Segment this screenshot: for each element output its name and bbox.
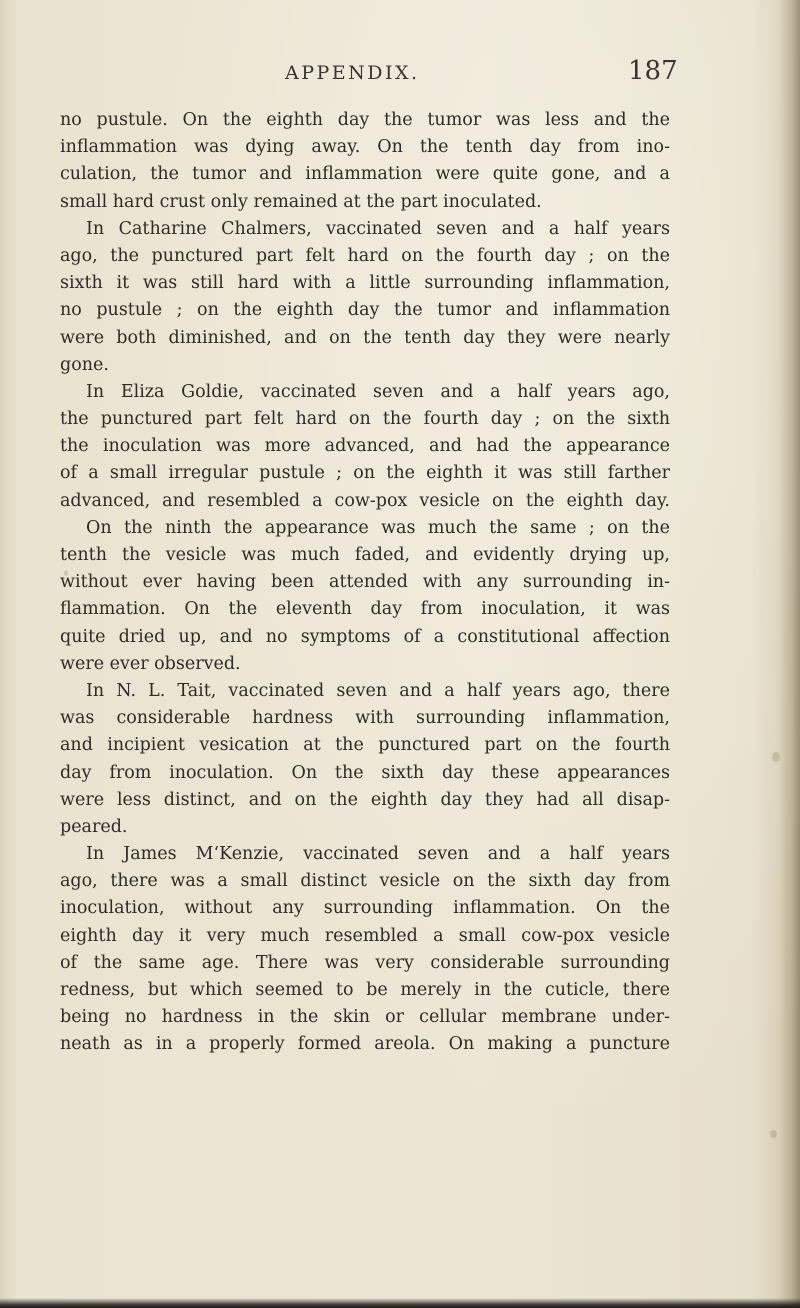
text-line: the punctured part felt hard on the fourth day ; on the sixth bbox=[60, 409, 670, 430]
text-line: were both diminished, and on the tenth day they were nearly bbox=[60, 327, 670, 348]
text-line: advanced, and resembled a cow-pox vesicle on the eighth day. bbox=[60, 490, 670, 511]
text-line: neath as in a properly formed areola. On making a puncture bbox=[60, 1034, 670, 1055]
foxing-spot bbox=[770, 1130, 777, 1138]
text-line: no pustule ; on the eighth day the tumor and inflammation bbox=[60, 300, 670, 321]
text-line: small hard crust only remained at the part inoculated. bbox=[60, 191, 542, 212]
text-line: was considerable hardness with surrounding inflammation, bbox=[60, 708, 670, 729]
text-line: peared. bbox=[60, 816, 128, 837]
text-line: inoculation, without any surrounding inflammation. On the bbox=[60, 898, 670, 919]
text-line: On the ninth the appearance was much the same ; on the bbox=[86, 517, 670, 538]
text-line: of a small irregular pustule ; on the eighth it was still farther bbox=[60, 463, 670, 484]
running-title: APPENDIX. bbox=[285, 62, 420, 84]
text-line: tenth the vesicle was much faded, and evidently drying up, bbox=[60, 545, 670, 565]
text-line: ago, the punctured part felt hard on the fourth day ; on the bbox=[60, 245, 670, 266]
text-line: flammation. On the eleventh day from inoculation, it was bbox=[60, 599, 670, 620]
text-line: eighth day it very much resembled a small cow-pox vesicle bbox=[60, 925, 670, 946]
text-line: quite dried up, and no symptoms of a constitutional affection bbox=[60, 626, 670, 647]
text-line: In Catharine Chalmers, vaccinated seven and a half years bbox=[86, 218, 670, 239]
text-line: without ever having been attended with any surrounding in- bbox=[60, 572, 670, 593]
text-line: being no hardness in the skin or cellular membrane under- bbox=[60, 1007, 670, 1028]
text-line: the inoculation was more advanced, and had the appearance bbox=[60, 436, 670, 457]
page-bottom-edge bbox=[0, 1298, 800, 1308]
body-text bbox=[60, 107, 670, 1059]
text-line: In N. L. Tait, vaccinated seven and a half years ago, there bbox=[86, 680, 670, 701]
foxing-spot bbox=[772, 752, 780, 762]
text-line: sixth it was still hard with a little surrounding inflammation, bbox=[60, 273, 670, 294]
text-line: ago, there was a small distinct vesicle on the sixth day from bbox=[60, 871, 670, 892]
text-line: were ever observed. bbox=[60, 653, 241, 674]
text-line: culation, the tumor and inflammation were quite gone, and a bbox=[60, 164, 670, 185]
text-line: no pustule. On the eighth day the tumor was less and the bbox=[60, 110, 670, 130]
page-header bbox=[0, 52, 800, 92]
text-line: gone. bbox=[60, 354, 109, 375]
text-line: of the same age. There was very considerable surrounding bbox=[60, 952, 670, 973]
page-edge-shadow bbox=[778, 0, 800, 1308]
text-line: redness, but which seemed to be merely in the cuticle, there bbox=[60, 980, 670, 1000]
text-line: day from inoculation. On the sixth day these appearances bbox=[60, 762, 670, 783]
text-line: were less distinct, and on the eighth day they had all disap- bbox=[60, 789, 670, 810]
text-line: In James M‘Kenzie, vaccinated seven and a half years bbox=[86, 844, 670, 865]
text-line: In Eliza Goldie, vaccinated seven and a half years ago, bbox=[86, 381, 670, 402]
page-number: 187 bbox=[628, 56, 678, 86]
text-line: inflammation was dying away. On the tenth day from ino- bbox=[60, 137, 670, 158]
text-line: and incipient vesication at the punctured part on the fourth bbox=[60, 735, 670, 756]
